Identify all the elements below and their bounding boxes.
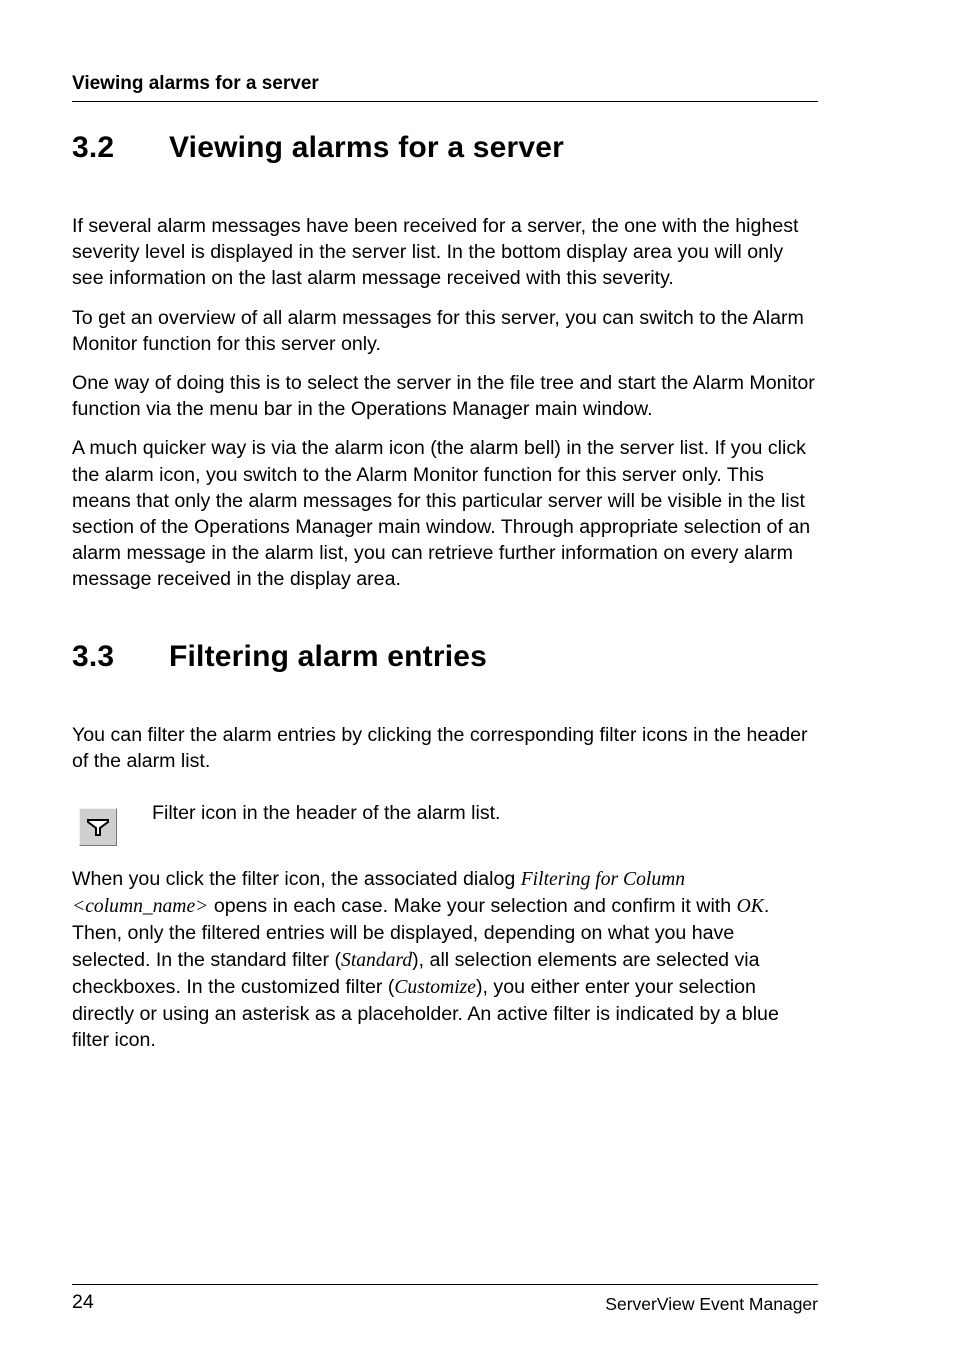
paragraph: One way of doing this is to select the server in the file tree and start the Alarm Monitor function via the menu bar in the Operations Manager main window. (72, 372, 815, 421)
text-run: ), you either enter your selection directly or using an asterisk as a placeholder. An active filter is indicated by a blue filter icon. (72, 975, 779, 1052)
section-number: 3.3 (72, 639, 115, 673)
paragraph: To get an overview of all alarm messages for this server, you can switch to the Alarm Monitor function for this server only. (72, 306, 804, 355)
text-run: opens in each case. Make your selection and confirm it with (208, 895, 737, 918)
paragraph: If several alarm messages have been received for a server, the one with the highest severity level is displayed in the server list. In the bottom display area you will only see information on the last alarm message received with this severity. (72, 215, 799, 290)
filter-description-paragraph (72, 866, 818, 1053)
funnel-icon (85, 816, 111, 838)
filter-icon (79, 808, 117, 846)
section-title: Filtering alarm entries (169, 639, 488, 673)
section-heading-3-3 (72, 639, 818, 675)
filter-icon-caption: Filter icon in the header of the alarm list. (152, 802, 501, 825)
dialog-name: Filtering for Column <column_name> (72, 869, 686, 918)
text-run: ), all selection elements are selected via checkboxes. In the customized filter ( (72, 948, 760, 998)
page-footer (72, 1284, 818, 1316)
text-run: . Then, only the filtered entries will be displayed, depending on what you have selected. In the standard filter ( (72, 895, 770, 971)
section-number: 3.2 (72, 131, 115, 164)
publication-name: ServerView Event Manager (605, 1294, 818, 1314)
ok-label: OK (736, 896, 764, 918)
paragraph: You can filter the alarm entries by clicking the corresponding filter icons in the header of the alarm list. (72, 723, 808, 772)
filter-icon-example (72, 802, 818, 846)
section-title: Viewing alarms for a server (169, 131, 565, 164)
section-heading-3-2 (72, 130, 818, 166)
standard-label: Standard (341, 949, 413, 971)
customize-label: Customize (394, 976, 477, 998)
page-content (72, 130, 818, 1053)
page-number: 24 (72, 1291, 94, 1313)
text-run: When you click the filter icon, the associated dialog (72, 868, 521, 891)
running-header: Viewing alarms for a server (72, 72, 818, 102)
paragraph: A much quicker way is via the alarm icon (the alarm bell) in the server list. If you click the alarm icon, you switch to the Alarm Monitor function for this server only. This means that only the alarm messages for this particular server will be visible in the list section of the Operations Manager main window. Through appropriate selection of an alarm message in the alarm list, you can retrieve further information on every alarm message received in the display area. (72, 437, 811, 591)
